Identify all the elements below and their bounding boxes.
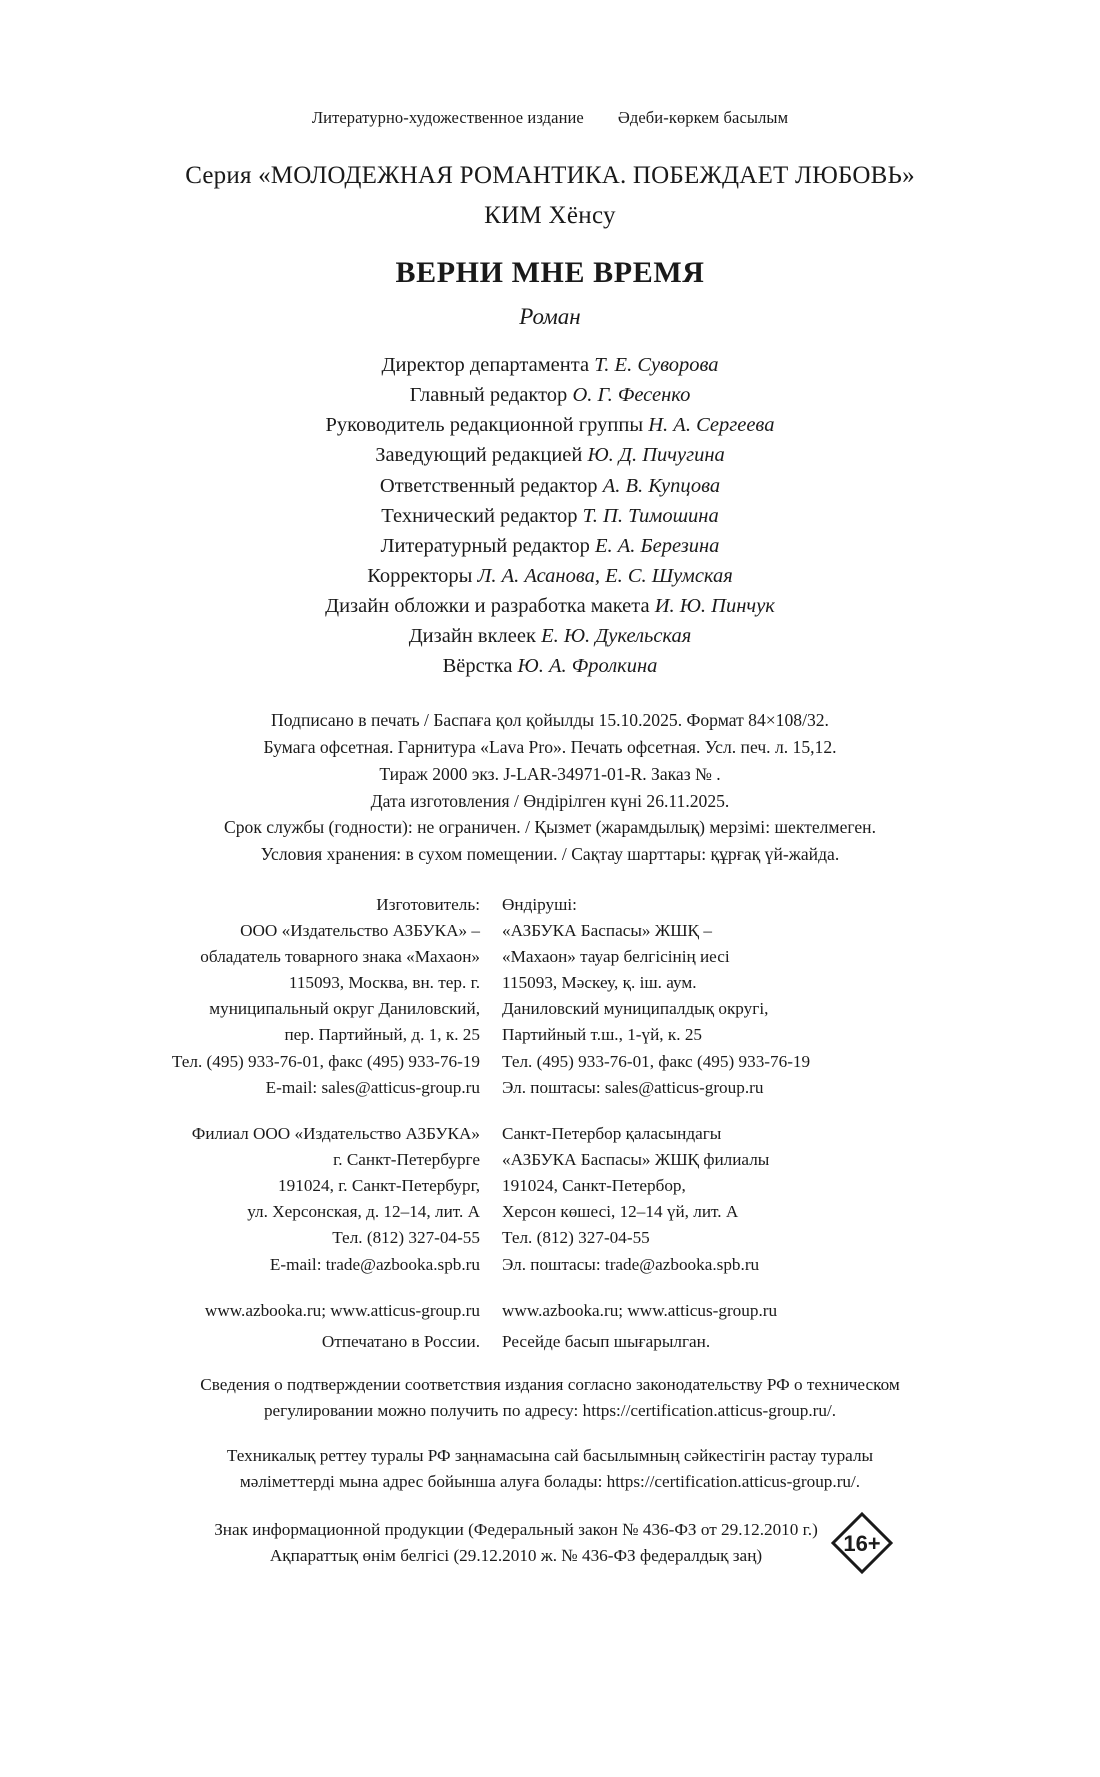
credit-row [150, 471, 950, 501]
credit-name: Л. А. Асанова, Е. С. Шумская [477, 564, 733, 587]
credit-role: Ответственный редактор [379, 474, 598, 497]
credit-name: И. Ю. Пинчук [654, 595, 775, 617]
credit-role: Заведующий редакцией [375, 444, 583, 467]
credit-row [150, 651, 950, 681]
print-spec-line: Подписано в печать / Баспаға қол қойылды 15.10.2025. Формат 84×108/32. [271, 710, 829, 731]
print-spec-line: Дата изготовления / Өндірілген күні 26.11.2025. [370, 790, 730, 811]
branch-address-kz [502, 1121, 922, 1278]
manufacturer-line: ООО «Издательство АЗБУКА» – [240, 920, 480, 940]
credit-name: О. Г. Фесенко [572, 384, 691, 407]
certification-line: Сведения о подтверждении соответствия издания согласно законодательству РФ о техническом [200, 1374, 900, 1394]
manufacturer-email[interactable]: E-mail: sales@atticus-group.ru [265, 1077, 480, 1097]
credit-row [150, 410, 950, 440]
manufacturer-line: 115093, Мәскеу, қ. іш. аум. [502, 973, 697, 993]
websites-ru[interactable] [150, 1298, 480, 1324]
printed-in-block [150, 1332, 950, 1352]
genre-label: Роман [519, 304, 581, 329]
manufacturer-line: Партийный т.ш., 1-үй, к. 25 [502, 1025, 703, 1045]
credit-role: Литературный редактор [380, 534, 590, 557]
credit-name: Н. А. Сергеева [648, 414, 775, 437]
website-line[interactable]: www.azbooka.ru; www.atticus-group.ru [204, 1300, 480, 1320]
manufacturer-line: муниципальный округ Даниловский, [209, 999, 480, 1019]
credit-row [150, 531, 950, 561]
website-line[interactable]: www.azbooka.ru; www.atticus-group.ru [502, 1300, 778, 1320]
branch-line: 191024, г. Санкт-Петербург, [278, 1176, 480, 1196]
branch-phone: Тел. (812) 327-04-55 [332, 1228, 480, 1248]
manufacturer-line: «Махаон» тауар белгісінің иесі [502, 947, 730, 967]
branch-phone: Тел. (812) 327-04-55 [502, 1228, 650, 1248]
credit-row [150, 440, 950, 470]
credit-role: Дизайн вклеек [408, 625, 536, 648]
credit-role: Директор департамента [381, 354, 590, 376]
printed-in-ru: Отпечатано в России. [321, 1331, 480, 1351]
print-spec-line: Условия хранения: в сухом помещении. / Сақтау шарттары: құрғақ үй-жайда. [260, 844, 840, 865]
print-spec-line: Бумага офсетная. Гарнитура «Lava Pro». Печать офсетная. Усл. печ. л. 15,12. [263, 737, 837, 758]
manufacturer-line: обладатель товарного знака «Махаон» [200, 947, 480, 967]
manufacturer-line: Өндіруші: [502, 894, 577, 914]
websites-kz[interactable] [502, 1298, 922, 1324]
manufacturer-line: пер. Партийный, д. 1, к. 25 [284, 1025, 480, 1045]
certification-ru [150, 1372, 950, 1424]
age-rating-line-ru: Знак информационной продукции (Федеральный закон № 436-ФЗ от 29.12.2010 г.) [214, 1520, 818, 1540]
credit-role: Корректоры [367, 564, 473, 587]
credit-row [150, 621, 950, 651]
manufacturer-line: «АЗБУКА Баспасы» ЖШҚ – [502, 920, 712, 940]
print-specification [150, 707, 950, 867]
manufacturer-address-ru [150, 892, 480, 1101]
branch-address-ru [150, 1121, 480, 1278]
credit-role: Дизайн обложки и разработка макета [325, 595, 650, 617]
manufacturer-block [150, 892, 950, 1324]
credit-role: Технический редактор [381, 504, 578, 527]
credit-role: Руководитель редакционной группы [325, 414, 644, 437]
author-name: КИМ Хёнсу [484, 202, 616, 229]
credit-name: Т. Е. Суворова [594, 354, 719, 376]
credit-name: Ю. Д. Пичугина [587, 444, 725, 467]
branch-line: ул. Херсонская, д. 12–14, лит. А [247, 1202, 480, 1222]
edition-type-line [150, 108, 950, 128]
credit-row [150, 350, 950, 380]
edition-type-kz: Әдеби-көркем басылым [617, 108, 789, 127]
age-rating-line-kz: Ақпараттық өнім белгісі (29.12.2010 ж. № 436-ФЗ федералдық заң) [269, 1545, 763, 1565]
manufacturer-address-kz [502, 892, 922, 1101]
credit-row [150, 561, 950, 591]
manufacturer-column-kz [502, 892, 922, 1324]
manufacturer-line: 115093, Москва, вн. тер. г. [288, 973, 480, 993]
branch-line: Филиал ООО «Издательство АЗБУКА» [191, 1123, 480, 1143]
credit-row [150, 380, 950, 410]
printed-in-kz: Ресейде басып шығарылган. [502, 1331, 711, 1351]
age-rating-badge-label: 16+ [843, 1531, 881, 1557]
manufacturer-phone: Тел. (495) 933-76-01, факс (495) 933-76-19 [171, 1051, 480, 1071]
credit-name: А. В. Купцова [602, 474, 721, 497]
credits-list [150, 350, 950, 681]
credit-name: Ю. А. Фролкина [517, 655, 658, 678]
print-spec-line: Тираж 2000 экз. J-LAR-34971-01-R. Заказ № . [379, 763, 721, 784]
certification-line: регулировании можно получить по адресу: https://certification.atticus-group.ru/. [263, 1400, 837, 1420]
manufacturer-column-ru [150, 892, 502, 1324]
book-title: ВЕРНИ МНЕ ВРЕМЯ [395, 256, 705, 289]
branch-line: «АЗБУКА Баспасы» ЖШҚ филиалы [502, 1150, 770, 1170]
certification-line: Техникалық реттеу туралы РФ заңнамасына сай басылымның сәйкестігін растау туралы [226, 1446, 874, 1466]
branch-line: 191024, Санкт-Петербор, [502, 1176, 686, 1196]
manufacturer-phone: Тел. (495) 933-76-01, факс (495) 933-76-19 [502, 1051, 811, 1071]
manufacturer-line: Изготовитель: [376, 894, 480, 914]
branch-email[interactable]: Эл. поштасы: trade@azbooka.spb.ru [502, 1254, 760, 1274]
age-rating-block [150, 1517, 950, 1569]
credit-name: Е. А. Березина [594, 534, 720, 557]
page-content [150, 108, 950, 1569]
branch-line: Санкт-Петербор қаласындагы [502, 1123, 722, 1143]
credit-name: Е. Ю. Дукельская [541, 625, 692, 648]
branch-line: Херсон көшесі, 12–14 үй, лит. А [502, 1202, 739, 1222]
certification-kz [150, 1443, 950, 1495]
edition-type-ru: Литературно-художественное издание [311, 108, 584, 127]
manufacturer-email[interactable]: Эл. поштасы: sales@atticus-group.ru [502, 1077, 764, 1097]
series-name: Серия «МОЛОДЕЖНАЯ РОМАНТИКА. ПОБЕЖДАЕТ ЛЮБОВЬ» [185, 162, 915, 189]
branch-line: г. Санкт-Петербурге [333, 1150, 480, 1170]
print-spec-line: Срок службы (годности): не ограничен. / Қызмет (жарамдылық) мерзімі: шектелмеген. [224, 817, 876, 838]
certification-line: мәліметтерді мына адрес бойынша алуға болады: https://certification.atticus-group.ru/. [239, 1472, 861, 1492]
age-rating-badge-icon [830, 1511, 894, 1575]
credit-role: Главный редактор [409, 384, 568, 407]
credit-row [150, 591, 950, 621]
credit-role: Вёрстка [442, 655, 513, 678]
manufacturer-line: Даниловский муниципалдық округі, [502, 999, 769, 1019]
branch-email[interactable]: E-mail: trade@azbooka.spb.ru [269, 1254, 480, 1274]
credit-name: Т. П. Тимошина [582, 504, 719, 527]
credit-row [150, 501, 950, 531]
